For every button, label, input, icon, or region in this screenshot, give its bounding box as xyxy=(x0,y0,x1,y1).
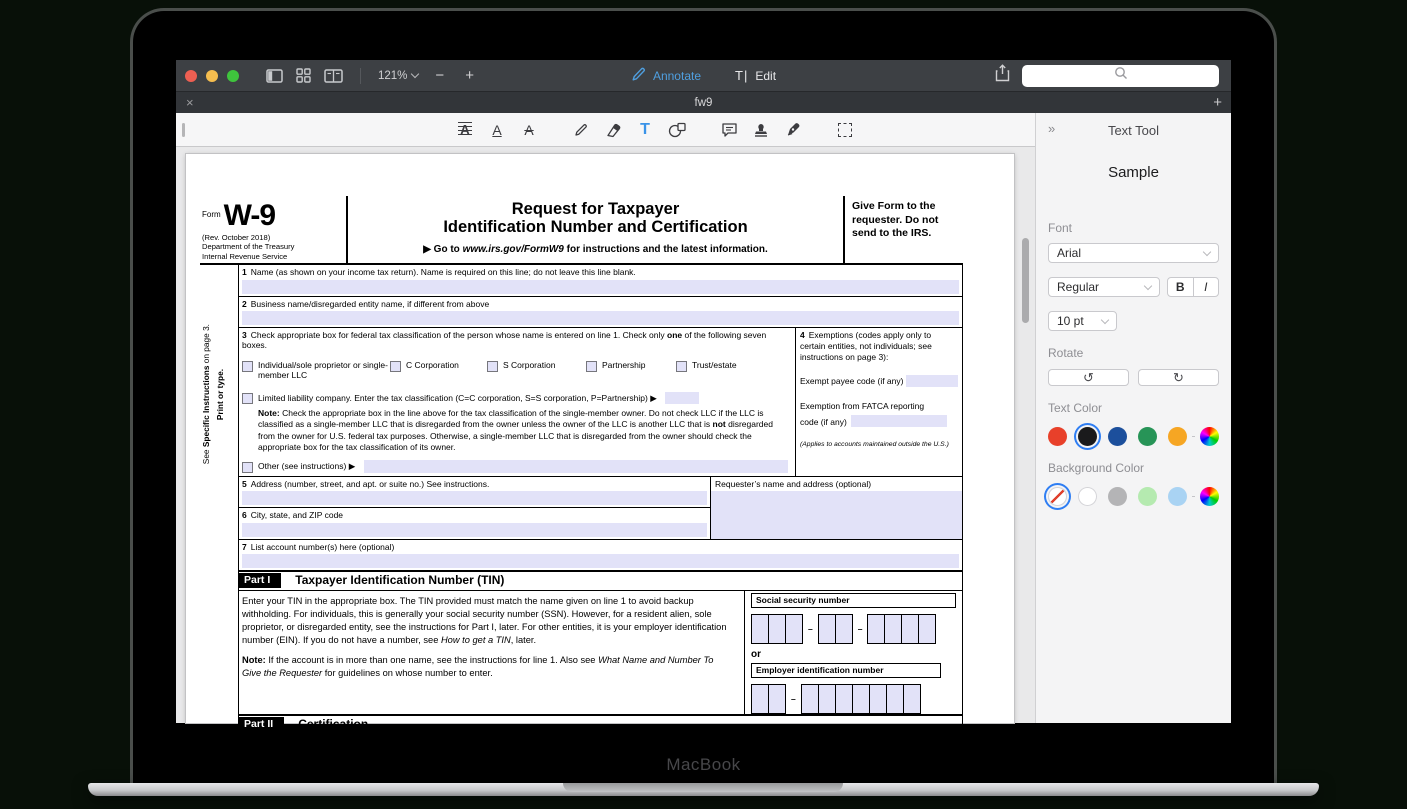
text-color-black-swatch-selected[interactable] xyxy=(1078,427,1097,446)
ein-digit-box[interactable] xyxy=(835,684,853,714)
swatch-divider xyxy=(1192,496,1195,497)
background-color-blue-swatch[interactable] xyxy=(1168,487,1187,506)
background-color-gray-swatch[interactable] xyxy=(1108,487,1127,506)
form-id-block xyxy=(200,196,348,263)
document-canvas xyxy=(176,148,1035,732)
checkbox-s-corporation-label: S Corporation xyxy=(503,360,556,371)
tab-close-icon[interactable]: × xyxy=(186,95,194,110)
font-style-value: Regular xyxy=(1057,280,1100,294)
ssn-digit-box[interactable] xyxy=(918,614,936,644)
text-tool[interactable]: T xyxy=(640,120,650,138)
part1-instructions: Enter your TIN in the appropriate box. The TIN provided must match the name given on line 1 to avoid backup withholding. For individuals, this is generally your social security number (SSN). However, for a resident alien, sole proprietor, or disregarded entity, see the instructions for Part I, later. For other entities, it is your employer identification number (EIN). If you do not have a number, see How to get a TIN, later. Note: If the account is in more than one name, see the instructions for line 1. Also see What Name and Number To Give the Requester for guidelines on whose number to enter. xyxy=(242,595,727,678)
zoom-level-value: 121% xyxy=(378,69,408,82)
ssn-digit-box[interactable] xyxy=(867,614,885,644)
ein-digit-box[interactable] xyxy=(801,684,819,714)
checkbox-llc[interactable] xyxy=(242,393,253,404)
fatca-label-1: Exemption from FATCA reporting xyxy=(800,400,925,411)
font-size-select[interactable] xyxy=(1048,311,1117,331)
ssn-digit-box[interactable] xyxy=(901,614,919,644)
or-label: or xyxy=(751,648,761,660)
font-size-value: 10 pt xyxy=(1057,314,1084,328)
tin-boxes xyxy=(744,591,962,714)
checkbox-c-corporation-label: C Corporation xyxy=(406,360,459,371)
checkbox-individual[interactable] xyxy=(242,361,253,372)
stamp-tool[interactable] xyxy=(750,119,772,141)
part1-title: Taxpayer Identification Number (TIN) xyxy=(295,573,505,588)
business-name-field[interactable] xyxy=(242,311,959,325)
text-color-green-swatch[interactable] xyxy=(1138,427,1157,446)
chevron-down-icon xyxy=(1203,247,1211,255)
ein-digit-box[interactable] xyxy=(869,684,887,714)
tab-edit[interactable] xyxy=(735,68,776,83)
w9-document-page xyxy=(186,154,1014,732)
ein-digit-box[interactable] xyxy=(852,684,870,714)
requester-block xyxy=(711,477,962,538)
underline-text-tool[interactable]: A xyxy=(492,121,502,138)
exemptions-label: Exemptions (codes apply only to certain entities, not individuals; see instructions on page 3): xyxy=(800,329,932,362)
form-line-2: 2 Business name/disregarded entity name, if different from above xyxy=(239,297,962,328)
text-color-blue-swatch[interactable] xyxy=(1108,427,1127,446)
form-line-7: 7 List account number(s) here (optional) xyxy=(239,540,962,568)
tab-annotate[interactable] xyxy=(631,67,701,85)
collapse-panel-icon[interactable]: » xyxy=(1048,121,1056,136)
checkbox-trust-estate-label: Trust/estate xyxy=(692,360,737,371)
panel-title: Text Tool xyxy=(1107,122,1160,138)
address-label: Address (number, street, and apt. or suite no.) See instructions. xyxy=(250,479,490,490)
eraser-tool[interactable] xyxy=(602,119,624,141)
checkbox-partnership-label: Partnership xyxy=(602,360,646,371)
background-color-white-swatch[interactable] xyxy=(1078,487,1097,506)
ssn-digit-box[interactable] xyxy=(751,614,769,644)
part2-header xyxy=(239,714,962,735)
background-color-none-swatch-selected[interactable] xyxy=(1048,487,1067,506)
form-number: W-9 xyxy=(223,199,276,232)
toolbar-drag-handle[interactable] xyxy=(182,123,185,137)
signature-tool[interactable] xyxy=(782,119,804,141)
background-color-green-swatch[interactable] xyxy=(1138,487,1157,506)
strikethrough-text-tool[interactable]: A xyxy=(524,121,534,138)
two-page-view-icon[interactable] xyxy=(324,69,343,83)
form-word: Form xyxy=(202,210,221,219)
name-field[interactable] xyxy=(242,280,959,294)
ein-label: Employer identification number xyxy=(751,663,941,678)
background-color-section-label: Background Color xyxy=(1048,461,1145,475)
form-line-1: 1 Name (as shown on your income tax return). Name is required on this line; do not leave this line blank. xyxy=(239,265,962,296)
search-input[interactable] xyxy=(1022,65,1219,87)
font-section-label: Font xyxy=(1048,221,1073,235)
comment-tool[interactable] xyxy=(718,119,740,141)
rotate-clockwise-button[interactable] xyxy=(1138,369,1219,386)
toolbar-divider xyxy=(360,68,361,84)
minimize-window-button[interactable] xyxy=(206,70,218,82)
form-line-4: 4 Exemptions (codes apply only to certain entities, not individuals; see instructions on page 3): Exempt payee code (if any) Exemption from FATCA reporting code (if any) (Applies to accounts maintained outside the U.S.) xyxy=(796,328,962,476)
close-window-button[interactable] xyxy=(185,70,197,82)
font-family-value: Arial xyxy=(1057,246,1082,260)
ssn-label: Social security number xyxy=(751,593,956,608)
llc-classification-field[interactable] xyxy=(665,392,699,404)
font-family-select[interactable] xyxy=(1048,243,1219,263)
traffic-lights xyxy=(185,70,239,82)
ein-digit-box[interactable] xyxy=(768,684,786,714)
zoom-level-dropdown[interactable] xyxy=(378,70,418,82)
sidebar-toggle-icon[interactable] xyxy=(266,69,283,83)
share-icon[interactable] xyxy=(995,64,1010,87)
llc-label: Limited liability company. Enter the tax classification (C=C corporation, S=S corporation, P=Partnership) ▶ xyxy=(258,393,657,404)
left-margin-rotated-text xyxy=(200,269,238,519)
zoom-in-button[interactable]: + xyxy=(465,67,474,84)
text-color-wheel-swatch[interactable] xyxy=(1200,427,1219,446)
print-or-type-text: Print or type. xyxy=(215,368,225,421)
fullscreen-window-button[interactable] xyxy=(227,70,239,82)
text-color-red-swatch[interactable] xyxy=(1048,427,1067,446)
ssn-digit-box[interactable] xyxy=(768,614,786,644)
italic-button[interactable]: I xyxy=(1204,280,1208,294)
form-irs: Internal Revenue Service xyxy=(202,251,288,261)
exempt-payee-field[interactable] xyxy=(906,375,958,387)
ssn-digit-box[interactable] xyxy=(884,614,902,644)
city-state-zip-label: City, state, and ZIP code xyxy=(250,510,344,521)
text-tool-panel xyxy=(1035,113,1231,723)
tab-title[interactable]: fw9 xyxy=(694,96,713,109)
account-numbers-field[interactable] xyxy=(242,554,959,568)
rotate-cw-icon: ↻ xyxy=(1173,370,1184,385)
thumbnail-grid-view-icon[interactable] xyxy=(296,68,311,83)
rotate-section-label: Rotate xyxy=(1048,346,1084,360)
part2-badge: Part II xyxy=(239,717,284,732)
text-edit-icon: T| xyxy=(735,68,749,83)
pdf-editor-window xyxy=(176,60,1231,732)
background-color-swatches xyxy=(1048,487,1219,506)
applies-note: (Applies to accounts maintained outside the U.S.) xyxy=(800,441,949,449)
other-label: Other (see instructions) ▶ xyxy=(258,461,356,472)
city-state-zip-field[interactable] xyxy=(242,523,707,537)
account-numbers-label: List account number(s) here (optional) xyxy=(250,541,395,552)
bold-button[interactable]: B xyxy=(1168,278,1194,296)
exempt-payee-label: Exempt payee code (if any) xyxy=(800,375,904,386)
search-icon xyxy=(1114,66,1128,85)
shape-tool[interactable] xyxy=(666,119,688,141)
address-field[interactable] xyxy=(242,491,707,505)
checkbox-individual-label: Individual/sole proprietor or single-member LLC xyxy=(258,360,388,381)
form-line-3: 3 Check appropriate box for federal tax classification of the person whose name is entered on line 1. Check only one of the following seven boxes. Individual/sole proprietor or single-member LLC C Corporation S Corporation Partnership Trust/estate Limited liability company. Enter the tax classification (C=C corporation, S=S corporation, P=Partnership) ▶ Note: Check the appropriate box in the line above for the tax classification of the single-member owner. Do not check LLC if the LLC is classified as a single-member LLC that is disregarded from the owner unless the owner of the LLC is another LLC that is not disregarded from the owner for U.S. federal tax purposes. Otherwise, a single-member LLC that is disregarded from the owner should check the appropriate box for the tax classification of its owner. Other (see instructions) ▶ xyxy=(239,328,796,476)
ssn-digit-boxes: – – xyxy=(751,614,962,644)
give-form-note: Give Form to the requester. Do not send to the IRS. xyxy=(852,200,939,240)
ein-digit-box[interactable] xyxy=(818,684,836,714)
requester-field[interactable] xyxy=(711,491,962,538)
new-tab-button[interactable]: + xyxy=(1213,94,1222,111)
line1-label: Name (as shown on your income tax return). Name is required on this line; do not leave this line blank. xyxy=(250,267,636,278)
checkbox-c-corporation[interactable] xyxy=(390,361,401,372)
tab-bar xyxy=(176,91,1231,113)
form-revision: (Rev. October 2018) xyxy=(202,233,271,242)
chevron-down-icon xyxy=(1144,281,1152,289)
annotate-pen-icon xyxy=(631,67,646,85)
highlight-text-tool[interactable]: A xyxy=(460,122,470,137)
form-line-5: 5 Address (number, street, and apt. or suite no.) See instructions. xyxy=(239,477,710,508)
checkbox-other[interactable] xyxy=(242,462,253,473)
font-style-select[interactable] xyxy=(1048,277,1160,297)
pencil-tool[interactable] xyxy=(570,119,592,141)
chevron-down-icon xyxy=(411,70,419,78)
macbook-brand-label: MacBook xyxy=(666,755,741,774)
selection-tool[interactable] xyxy=(834,119,856,141)
ssn-digit-box[interactable] xyxy=(818,614,836,644)
annotation-toolbar xyxy=(176,113,1035,147)
tab-edit-label: Edit xyxy=(755,68,777,83)
swatch-divider xyxy=(1192,436,1195,437)
form-title-block xyxy=(348,196,845,263)
macbook-lid-notch xyxy=(563,783,843,792)
checkbox-s-corporation[interactable] xyxy=(487,361,498,372)
requester-label: Requester’s name and address (optional) xyxy=(715,479,872,490)
checkbox-trust-estate[interactable] xyxy=(676,361,687,372)
vertical-scrollbar[interactable] xyxy=(1022,238,1029,323)
form-header xyxy=(200,196,963,265)
ein-digit-box[interactable] xyxy=(886,684,904,714)
chevron-down-icon xyxy=(1101,315,1109,323)
background-color-wheel-swatch[interactable] xyxy=(1200,487,1219,506)
text-color-section-label: Text Color xyxy=(1048,401,1103,415)
ein-digit-box[interactable] xyxy=(903,684,921,714)
part2-title: Certification xyxy=(298,717,369,732)
fatca-field[interactable] xyxy=(851,415,947,427)
checkbox-partnership[interactable] xyxy=(586,361,597,372)
form-dept: Department of the Treasury xyxy=(202,242,295,252)
macbook-base xyxy=(88,783,1319,796)
rotate-ccw-icon: ↺ xyxy=(1083,370,1094,385)
fatca-label-2: code (if any) xyxy=(800,417,847,428)
part1-header xyxy=(239,570,962,591)
ssn-digit-box[interactable] xyxy=(785,614,803,644)
main-area xyxy=(176,113,1035,732)
rotate-counterclockwise-button[interactable] xyxy=(1048,369,1129,386)
zoom-out-button[interactable]: − xyxy=(435,67,445,84)
ssn-digit-box[interactable] xyxy=(835,614,853,644)
text-color-swatches xyxy=(1048,427,1219,446)
llc-note: Note: Check the appropriate box in the line above for the tax classification of the single-member owner. Do not check LLC if the LLC is classified as a single-member LLC that is disregarded from the owner unless the owner of the LLC is another LLC that is not disregarded from the owner for U.S. federal tax purposes. Otherwise, a single-member LLC that is disregarded from the owner should check the appropriate box for the tax classification of its owner. xyxy=(258,408,773,452)
font-sample-preview: Sample xyxy=(1108,164,1159,181)
form-line-6: 6 City, state, and ZIP code xyxy=(239,508,710,536)
other-field[interactable] xyxy=(364,460,788,473)
form-title-line1: Request for Taxpayer xyxy=(511,200,680,218)
form-title-line2: Identification Number and Certification xyxy=(443,218,748,237)
ein-digit-boxes: – xyxy=(751,684,962,714)
part1-badge: Part I xyxy=(239,573,281,588)
see-specific-instructions-text: See Specific Instructions on page 3. xyxy=(201,324,211,465)
ein-digit-box[interactable] xyxy=(751,684,769,714)
text-color-orange-swatch[interactable] xyxy=(1168,427,1187,446)
titlebar xyxy=(176,60,1231,91)
form-goto-line: ▶ Go to www.irs.gov/FormW9 for instructions and the latest information. xyxy=(423,243,768,255)
tab-annotate-label: Annotate xyxy=(652,68,701,83)
line2-label: Business name/disregarded entity name, if different from above xyxy=(250,298,490,309)
